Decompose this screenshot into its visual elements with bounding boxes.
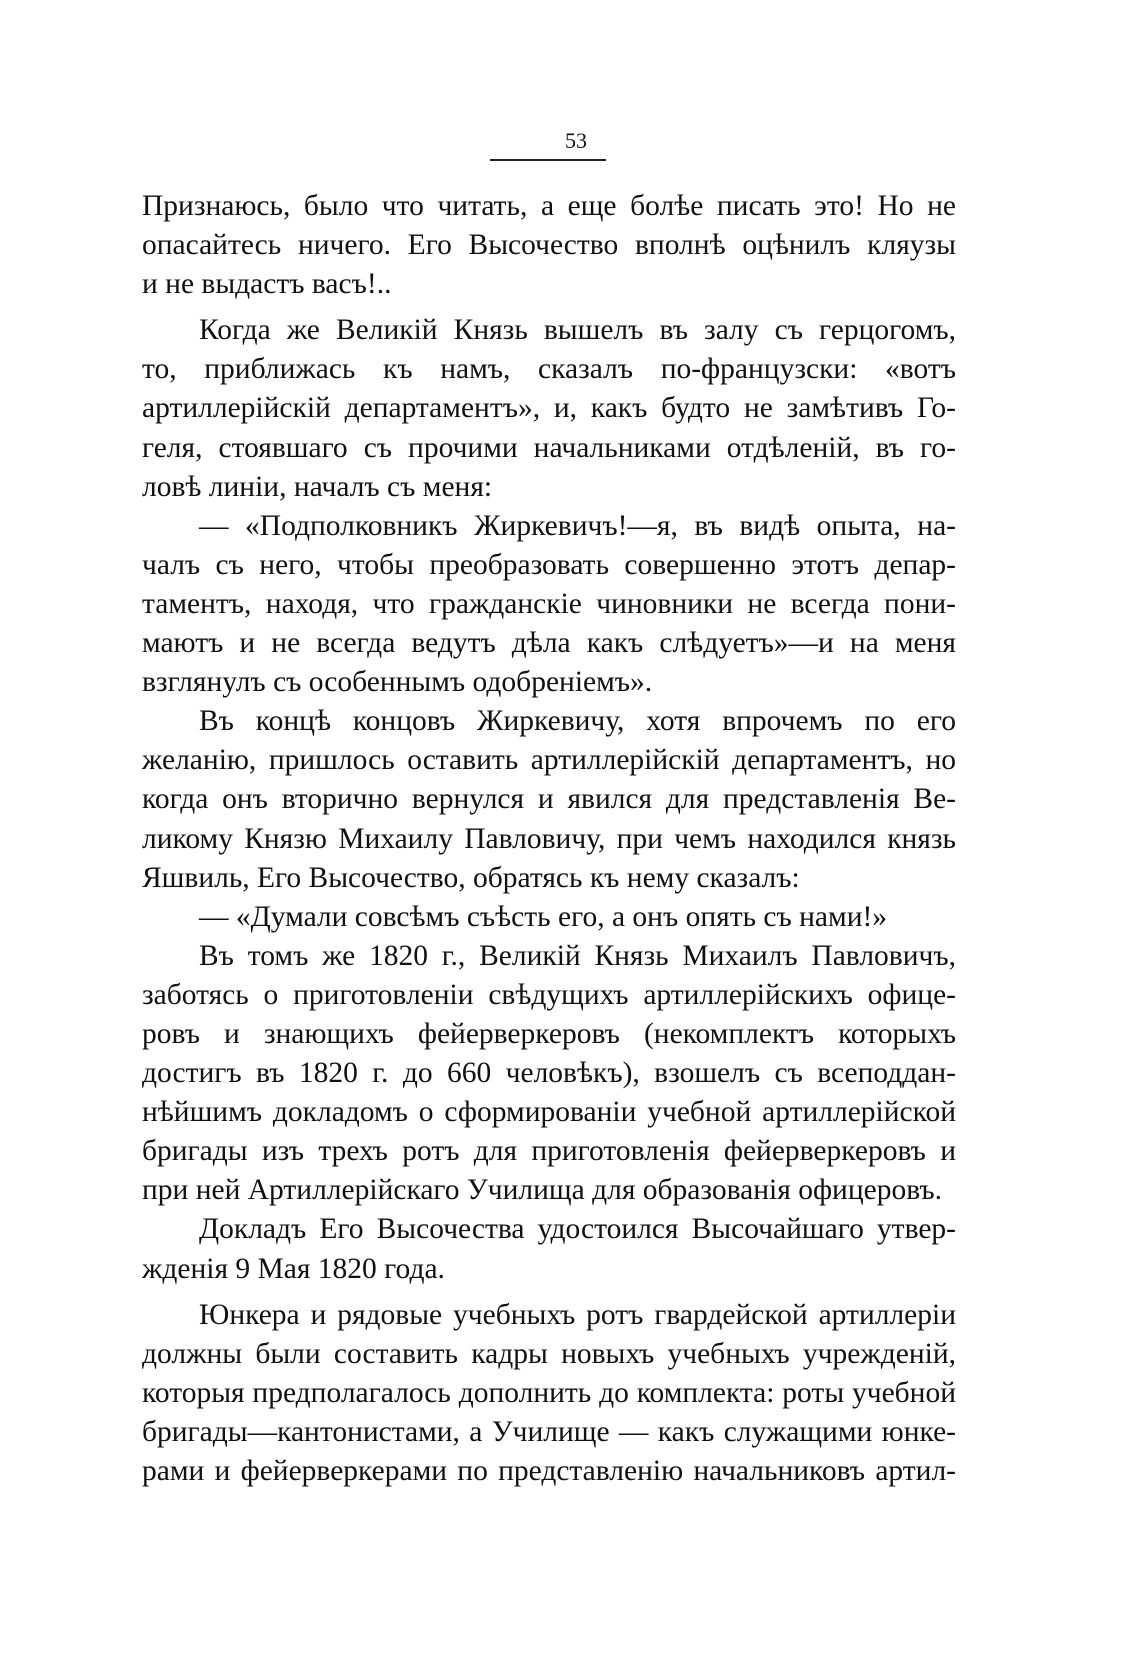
page-number-rule	[490, 159, 606, 161]
text-line: нѣйшимъ докладомъ о сформированіи учебной артиллерійской	[142, 1096, 956, 1129]
text-line: артиллерійскій департаментъ», и, какъ будто не замѣтивъ Го-	[142, 392, 956, 425]
text-line: должны были составить кадры новыхъ учебныхъ учрежденій,	[142, 1337, 956, 1370]
text-line: бригады—кантонистами, а Училище — какъ служащими юнке-	[142, 1415, 956, 1448]
text-line: — «Подполковникъ Жиркевичъ!—я, въ видѣ опыта, на-	[199, 509, 956, 542]
text-line: — «Думали совсѣмъ съѣсть его, а онъ опять съ нами!»	[199, 900, 888, 933]
text-line: которыя предполагалось дополнить до комплекта: роты учебной	[142, 1376, 956, 1409]
text-line: рами и фейерверкерами по представленію начальниковъ артил-	[142, 1455, 956, 1487]
text-line: желанію, пришлось оставить артиллерійскій департаментъ, но	[142, 744, 956, 777]
text-line: то, приближась къ намъ, сказалъ по-французски: «вотъ	[142, 353, 956, 386]
text-line: жденія 9 Мая 1820 года.	[142, 1252, 445, 1285]
text-line: взглянулъ съ особеннымъ одобреніемъ».	[142, 666, 653, 699]
text-line: Въ концѣ концовъ Жиркевичу, хотя впрочемъ по его	[199, 705, 956, 738]
text-line: Яшвиль, Его Высочество, обратясь къ нему сказалъ:	[142, 861, 800, 894]
text-line: ликому Князю Михаилу Павловичу, при чемъ находился князь	[142, 822, 956, 855]
text-line: Докладъ Его Высочества удостоился Высочайшаго утвер-	[199, 1213, 956, 1246]
text-line: при ней Артиллерійскаго Училища для образованія офицеровъ.	[142, 1174, 943, 1207]
text-line: ловѣ линіи, началъ съ меня:	[142, 470, 493, 503]
text-line: таментъ, находя, что гражданскіе чиновники не всегда пони-	[142, 587, 956, 620]
text-line: Въ томъ же 1820 г., Великій Князь Михаилъ Павловичъ,	[199, 939, 956, 972]
text-line: Когда же Великій Князь вышелъ въ залу съ герцогомъ,	[199, 314, 956, 347]
text-line: заботясь о приготовленіи свѣдущихъ артиллерійскихъ офице-	[142, 978, 956, 1011]
text-line: бригады изъ трехъ ротъ для приготовленія фейерверкеровъ и	[142, 1135, 956, 1168]
text-line: достигъ въ 1820 г. до 660 человѣкъ), взошелъ съ всеподдан-	[142, 1057, 956, 1090]
text-line: Юнкера и рядовые учебныхъ ротъ гвардейской артиллеріи	[199, 1298, 956, 1331]
text-line: Признаюсь, было что читать, а еще болѣе писать это! Но не	[142, 190, 956, 222]
page-number: 53	[565, 128, 587, 153]
text-line: и не выдастъ васъ!..	[142, 268, 392, 301]
text-line: геля, стоявшаго съ прочими начальниками отдѣленій, въ го-	[142, 431, 956, 464]
text-line: чалъ съ него, чтобы преобразовать совершенно этотъ депар-	[142, 548, 956, 581]
body-text	[142, 187, 956, 1491]
text-line: маютъ и не всегда ведутъ дѣла какъ слѣдуетъ»—и на меня	[142, 627, 956, 660]
text-line: опасайтесь ничего. Его Высочество вполнѣ оцѣнилъ кляузы	[142, 229, 956, 262]
text-line: ровъ и знающихъ фейерверкеровъ (некомплектъ которыхъ	[142, 1017, 956, 1050]
text-line: когда онъ вторично вернулся и явился для представленія Ве-	[142, 783, 956, 816]
